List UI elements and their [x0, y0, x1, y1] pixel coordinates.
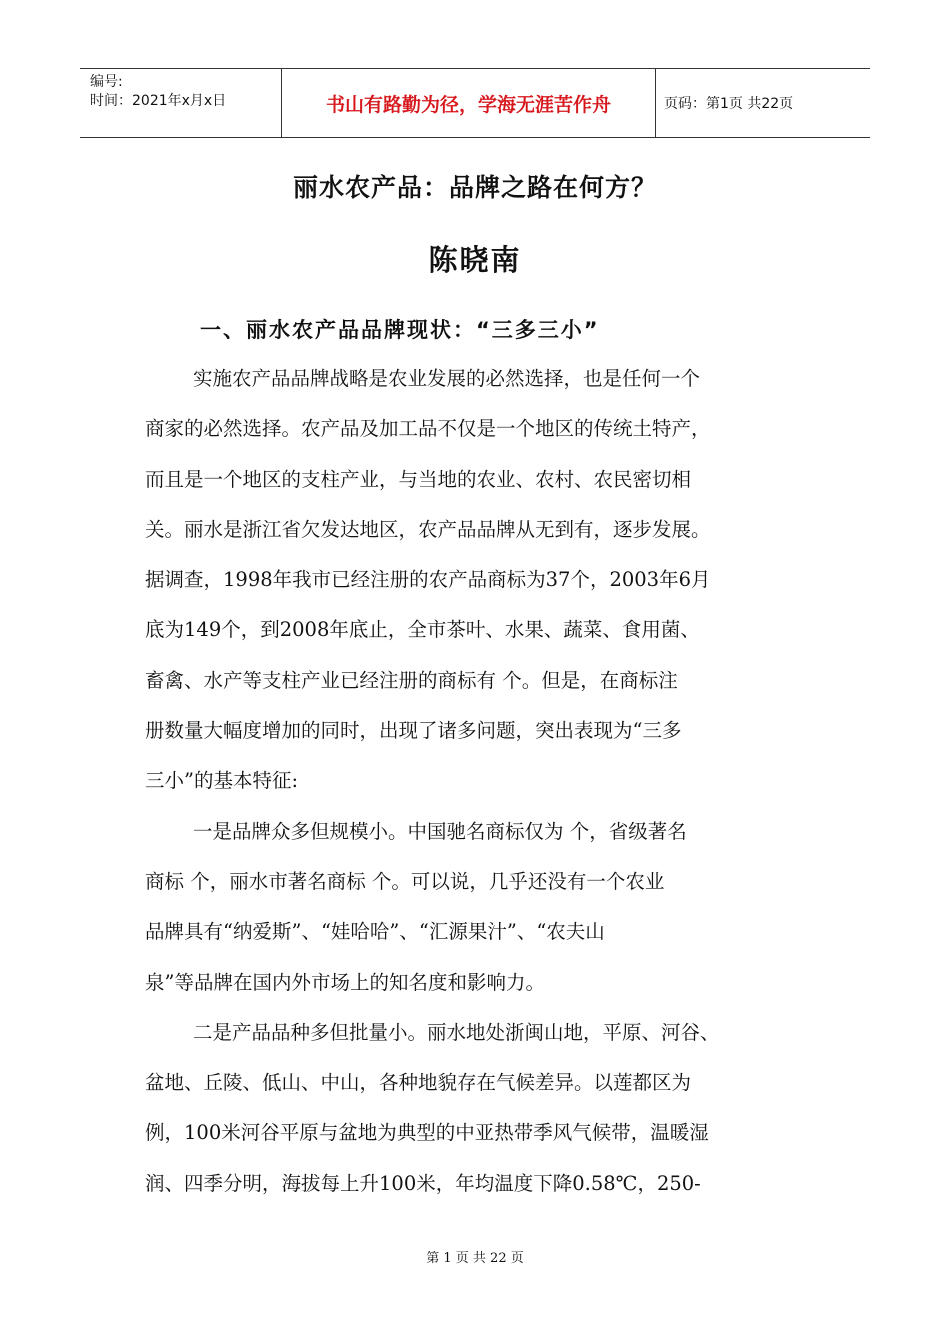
- text-line: 畜禽、水产等支柱产业已经注册的商标有 个。但是，在商标注: [145, 668, 678, 692]
- author-name: 陈晓南: [428, 243, 522, 277]
- text-line: 品牌具有“纳爱斯”、“娃哈哈”、“汇源果汁”、“农夫山: [145, 920, 605, 944]
- header-motto-cell: [281, 69, 656, 137]
- text-line: 二是产品品种多但批量小。丽水地处浙闽山地，平原、河谷、: [193, 1020, 720, 1044]
- text-line: 底为149个，到2008年底止，全市茶叶、水果、蔬菜、食用菌、: [145, 618, 700, 642]
- text-line: 三小”的基本特征:: [145, 769, 299, 793]
- section-heading: 一、丽水农产品品牌现状：“三多三小”: [200, 318, 600, 342]
- text-line: 关。丽水是浙江省欠发达地区，农产品品牌从无到有，逐步发展。: [145, 517, 711, 541]
- header-meta: [80, 69, 281, 137]
- body-text: [145, 354, 790, 1209]
- header-page-cell: [656, 69, 870, 137]
- text-line: 实施农产品品牌战略是农业发展的必然选择，也是任何一个: [193, 367, 701, 390]
- motto-text: 书山有路勤为径，学海无涯苦作舟: [325, 93, 611, 116]
- number-label: 编号:: [90, 74, 123, 90]
- text-line: 例，100米河谷平原与盆地为典型的中亚热带季风气候带，温暖湿: [145, 1121, 709, 1145]
- text-line: 商标 个，丽水市著名商标 个。可以说，几乎还没有一个农业: [145, 869, 665, 893]
- text-line: 商家的必然选择。农产品及加工品不仅是一个地区的传统土特产，: [145, 417, 711, 441]
- text-line: 泉”等品牌在国内外市场上的知名度和影响力。: [145, 970, 545, 994]
- text-line: 一是品牌众多但规模小。中国驰名商标仅为 个，省级著名: [193, 819, 687, 843]
- document-title: 丽水农产品：品牌之路在何方？: [292, 173, 657, 202]
- date-label: 时间：2021年x月x日: [90, 93, 227, 109]
- text-line: 据调查，1998年我市已经注册的农产品商标为37个，2003年6月: [145, 568, 711, 592]
- text-line: 而且是一个地区的支柱产业，与当地的农业、农村、农民密切相: [145, 467, 692, 491]
- page-footer: 第 1 页 共 22 页: [426, 1251, 524, 1266]
- text-line: 册数量大幅度增加的同时，出现了诸多问题，突出表现为“三多: [145, 719, 682, 743]
- page-info: 页码：第1页 共22页: [664, 96, 794, 112]
- text-line: 润、四季分明，海拔每上升100米，年均温度下降0.58℃，250-: [145, 1171, 701, 1195]
- document-header: [80, 68, 870, 138]
- text-line: 盆地、丘陵、低山、中山，各种地貌存在气候差异。以莲都区为: [145, 1071, 692, 1095]
